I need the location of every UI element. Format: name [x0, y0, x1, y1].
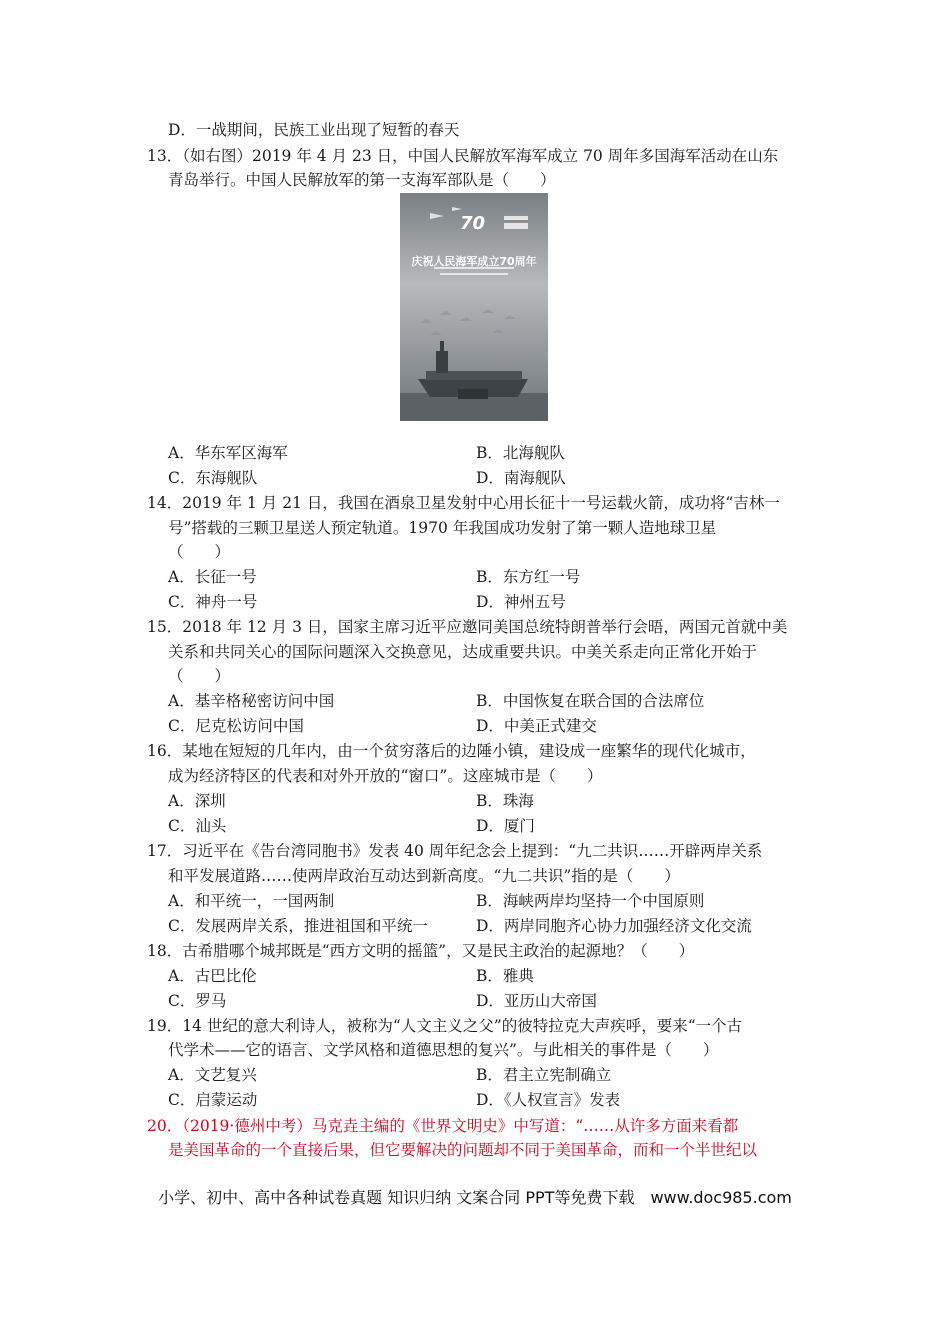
answer-option-q14-C: C．神舟一号 — [168, 593, 258, 611]
answer-option-q16-C: C．汕头 — [168, 817, 227, 835]
answer-option-q15-D: D．中美正式建交 — [476, 717, 597, 735]
question-text-q14c: （ ） — [168, 543, 231, 561]
question-text-q13a: 13．（如右图）2019 年 4 月 23 日，中国人民解放军海军成立 70 周年多国海军活动在山东 — [147, 147, 779, 165]
answer-option-q13-A: A．华东军区海军 — [168, 444, 288, 462]
poster-title: 庆祝人民海军成立70周年 — [411, 255, 537, 268]
question-text-q19a: 19．14 世纪的意大利诗人，被称为“人文主义之父”的彼特拉克大声疾呼，要来“一个古 — [147, 1017, 743, 1035]
answer-option-q13-B: B．北海舰队 — [476, 444, 565, 462]
question-text-q15a: 15．2018 年 12 月 3 日，国家主席习近平应邀同美国总统特朗普举行会晤，两国元首就中美 — [147, 618, 788, 636]
question-text-q17a: 17．习近平在《告台湾同胞书》发表 40 周年纪念会上提到：“九二共识……开辟两岸关系 — [147, 842, 763, 860]
navy-anniversary-poster — [400, 193, 548, 421]
question-text-q20b: 是美国革命的一个直接后果，但它要解决的问题却不同于美国革命，而和一个半世纪以 — [168, 1141, 758, 1159]
answer-option-q13-C: C．东海舰队 — [168, 469, 258, 487]
answer-option-q17-C: C．发展两岸关系，推进祖国和平统一 — [168, 917, 428, 935]
answer-option-q13-D: D．南海舰队 — [476, 469, 566, 487]
answer-option-q19-C: C．启蒙运动 — [168, 1091, 258, 1109]
question-text-q19b: 代学术——它的语言、文学风格和道德思想的复兴”。与此相关的事件是（ ） — [168, 1041, 719, 1059]
question-text-q15c: （ ） — [168, 667, 231, 685]
question-text-q18a: 18．古希腊哪个城邦既是“西方文明的摇篮”，又是民主政治的起源地？（ ） — [147, 942, 695, 960]
question-text-q14a: 14．2019 年 1 月 21 日，我国在酒泉卫星发射中心用长征十一号运载火箭，成功将“吉林一 — [147, 494, 780, 512]
answer-option-q15-C: C．尼克松访问中国 — [168, 717, 304, 735]
answer-option-q15-B: B．中国恢复在联合国的合法席位 — [476, 692, 705, 710]
answer-option-q18-B: B．雅典 — [476, 967, 534, 985]
answer-option-q19-B: B．君主立宪制确立 — [476, 1066, 612, 1084]
answer-option-q19-A: A．文艺复兴 — [168, 1066, 257, 1084]
aircraft-formation-icon — [430, 207, 462, 219]
answer-option-q16-B: B．珠海 — [476, 792, 534, 810]
answer-option-q17-A: A．和平统一，一国两制 — [168, 892, 335, 910]
question-text-q15b: 关系和共同关心的国际问题深入交换意见，达成重要共识。中美关系走向正常化开始于 — [168, 643, 758, 661]
question-text-q17b: 和平发展道路……使两岸政治互动达到新高度。“九二共识”指的是（ ） — [168, 867, 680, 885]
question-text-q13b: 青岛举行。中国人民解放军的第一支海军部队是（ ） — [168, 171, 556, 189]
answer-option-q16-A: A．深圳 — [168, 792, 226, 810]
anniversary-logo: 70 — [460, 213, 486, 234]
answer-option-q17-B: B．海峡两岸均坚持一个中国原则 — [476, 892, 705, 910]
answer-option-q14-D: D．神州五号 — [476, 593, 566, 611]
question-text-q14b: 号”搭载的三颗卫星送人预定轨道。1970 年我国成功发射了第一颗人造地球卫星 — [168, 519, 717, 537]
question-text-q16b: 成为经济特区的代表和对外开放的“窗口”。这座城市是（ ） — [168, 767, 603, 785]
flag-icon — [504, 213, 528, 229]
question-text-q20a: 20．（2019·德州中考）马克垚主编的《世界文明史》中写道：“……从许多方面来看都 — [147, 1117, 739, 1135]
footer-download-banner: 小学、初中、高中各种试卷真题 知识归纳 文案合同 PPT等免费下载 www.doc985.com — [158, 1188, 792, 1207]
aircraft-carrier-icon — [400, 341, 548, 421]
answer-option-q18-D: D．亚历山大帝国 — [476, 992, 597, 1010]
answer-option-q18-C: C．罗马 — [168, 992, 227, 1010]
question-text-q16a: 16．某地在短短的几年内，由一个贫穷落后的边陲小镇，建设成一座繁华的现代化城市， — [147, 742, 756, 760]
answer-option-q15-A: A．基辛格秘密访问中国 — [168, 692, 335, 710]
question-text-q12d: D．一战期间，民族工业出现了短暂的春天 — [168, 121, 460, 139]
poster-graphic — [400, 193, 548, 421]
answer-option-q19-D: D．《人权宣言》发表 — [476, 1091, 621, 1109]
answer-option-q16-D: D．厦门 — [476, 817, 535, 835]
answer-option-q14-B: B．东方红一号 — [476, 568, 581, 586]
answer-option-q14-A: A．长征一号 — [168, 568, 257, 586]
answer-option-q18-A: A．古巴比伦 — [168, 967, 257, 985]
answer-option-q17-D: D．两岸同胞齐心协力加强经济文化交流 — [476, 917, 752, 935]
